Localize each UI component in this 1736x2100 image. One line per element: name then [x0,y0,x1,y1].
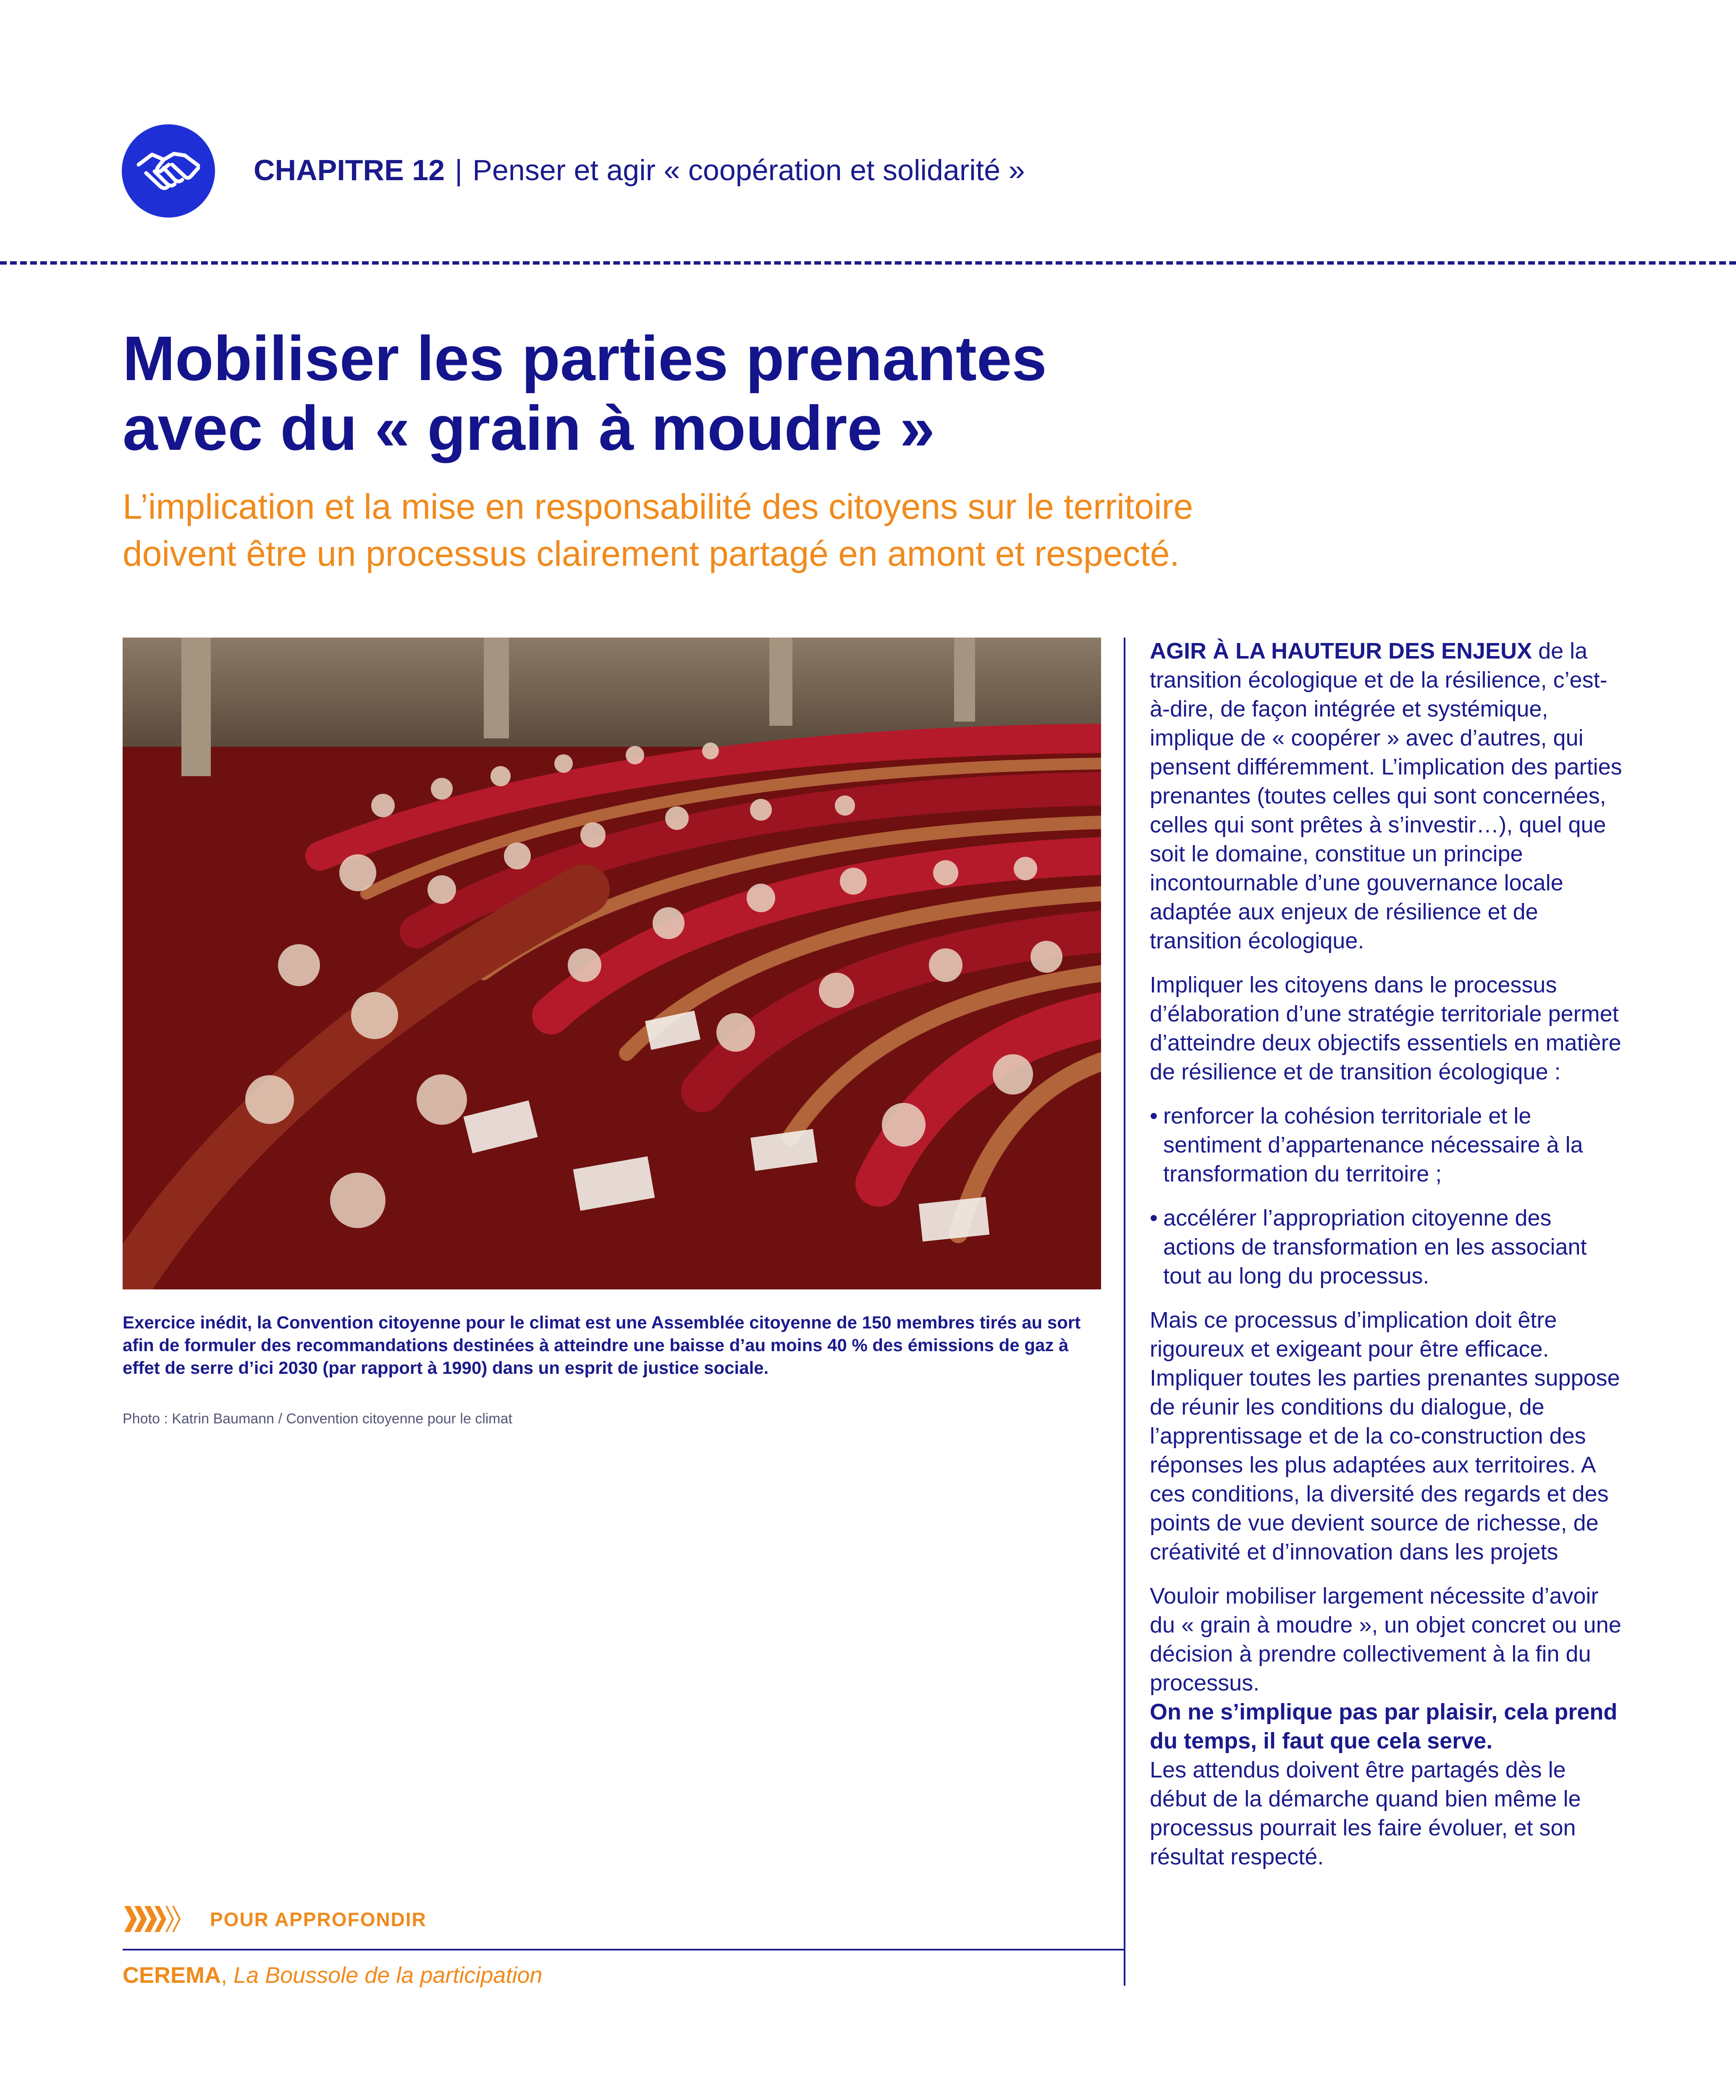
list-item [1150,1102,1624,1189]
page-subtitle [123,483,1340,577]
photo-credit: Photo : Katrin Baumann / Convention citoyenne pour le climat [123,1411,512,1427]
body-paragraph-4 [1150,1582,1624,1872]
bullet-icon: • [1150,1205,1158,1231]
chevrons-icon [124,1903,196,1935]
body-lead-in: AGIR À LA HAUTEUR DES ENJEUX [1150,638,1532,664]
body-text-column [1150,637,1624,1887]
reference-source: CEREMA [123,1963,221,1988]
body-paragraph-1 [1150,637,1624,956]
body-paragraph-2: Impliquer les citoyens dans le processus d’élaboration d’une stratégie territoriale permet d’atteindre deux objectifs essentiels en matière de résilience et de transition écologique : [1150,972,1621,1084]
chapter-label: CHAPITRE 12 [254,154,445,186]
list-item-text: accélérer l’appropriation citoyenne des actions de transformation en les associant tout au long du processus. [1163,1205,1587,1289]
further-reading-label: POUR APPROFONDIR [210,1908,427,1930]
body-emphasis: On ne s’implique pas par plaisir, cela prend du temps, il faut que cela serve. [1150,1699,1618,1754]
reference-comma: , [221,1963,234,1988]
body-paragraph-3: Mais ce processus d’implication doit être rigoureux et exigeant pour être efficace. Impliquer toutes les parties prenantes suppose de réunir les conditions du dialogue, de l’apprentissage et de la co-construction des réponses les plus adaptées aux territoires. A ces conditions, la diversité des regards et des points de vue devient source de richesse, de créativité et d’innovation dans les projets [1150,1307,1620,1564]
body-paragraph-1-text: de la transition écologique et de la résilience, c’est-à-dire, de façon intégrée et systémique, implique de « coopérer » avec d’autres, qui pensent différemment. L’implication des parties prenantes (toutes celles qui sont concernées, celles qui sont prêtes à s’investir…), quel que soit le domaine, constitue un principe incontournable d’une gouvernance locale adaptée aux enjeux de résilience et de transition écologique. [1150,638,1622,953]
column-divider [1124,638,1125,1986]
bullet-icon: • [1150,1103,1158,1129]
body-paragraph-4-end: Les attendus doivent être partagés dès le début de la démarche quand bien même le processus pourrait les faire évoluer, et son résultat respecté. [1150,1757,1581,1869]
page-subtitle-line-2: doivent être un processus clairement partagé en amont et respecté. [123,534,1180,573]
chapter-title: Penser et agir « coopération et solidarité » [472,154,1025,186]
body-bullet-list [1150,1102,1624,1291]
assembly-photo [123,638,1101,1289]
further-reading-divider [123,1949,1125,1950]
list-item [1150,1204,1624,1291]
page-subtitle-line-1: L’implication et la mise en responsabilité des citoyens sur le territoire [123,487,1193,526]
dashed-divider [0,261,1736,265]
photo-caption: Exercice inédit, la Convention citoyenne pour le climat est une Assemblée citoyenne de 150 membres tirés au sort afin de formuler des recommandations destinées à atteindre une baisse d’au moins 40 % des émissions de gaz à effet de serre d’ici 2030 (par rapport à 1990) dans un esprit de justice sociale. [123,1312,1081,1378]
page-title-line-1: Mobiliser les parties prenantes [123,323,1047,394]
reference-title: La Boussole de la participation [233,1963,543,1988]
page-title [123,323,1256,463]
list-item-text: renforcer la cohésion territoriale et le sentiment d’appartenance nécessaire à la transformation du territoire ; [1163,1103,1583,1186]
chapter-separator: | [455,154,463,186]
handshake-icon [122,124,215,218]
body-paragraph-4-start: Vouloir mobiliser largement nécessite d’avoir du « grain à moudre », un objet concret ou une décision à prendre collectivement à la fin du processus. [1150,1583,1621,1696]
chapter-heading [254,151,1025,189]
page-title-line-2: avec du « grain à moudre » [123,393,935,463]
further-reading-reference[interactable] [123,1961,543,1990]
